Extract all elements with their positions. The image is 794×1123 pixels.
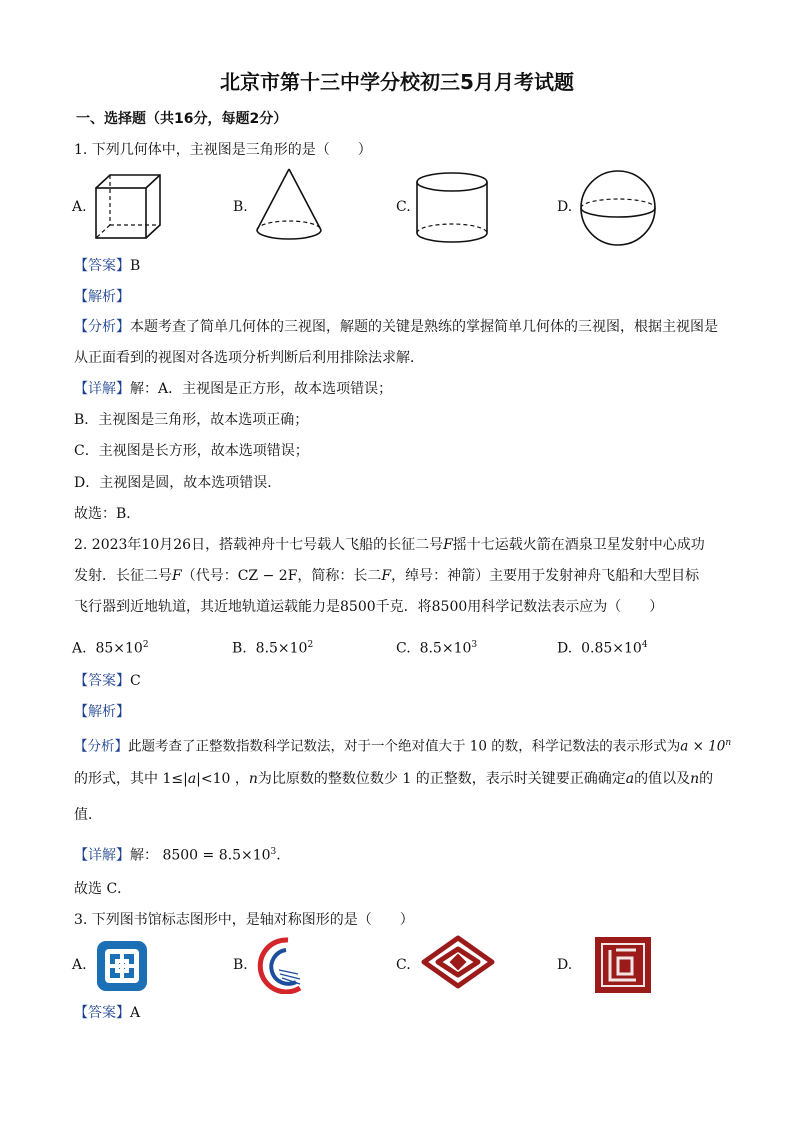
q1-fenxi-line2: 从正面看到的视图对各选项分析判断后利用排除法求解． [74, 350, 424, 366]
q1-option-d: D. [557, 199, 573, 215]
q1-option-a: A. [72, 199, 87, 215]
q3-option-b: B. [233, 957, 248, 973]
q3-stem: 3. 下列图书馆标志图形中，是轴对称图形的是（ ） [74, 912, 414, 928]
q1-line-b: B．主视图是三角形，故本选项正确； [74, 412, 309, 428]
section-heading: 一、选择题（共16分，每题2分） [76, 111, 288, 127]
q1-option-b: B. [233, 199, 248, 215]
q2-fenxi-line3: 值． [74, 807, 102, 823]
q2-stem-line2: 发射．长征二号F（代号：CZ − 2F，简称：长二F，绰号：神箭）主要用于发射神舟飞船和大型目标 [74, 568, 700, 584]
q2-fenxi: 【分析】此题考查了正整数指数科学记数法，对于一个绝对值大于 10 的数，科学记数法的表示形式为$a \times 10^n$ [74, 738, 732, 755]
q2-fenxi-line2: 的形式，其中 1≤|a|<10 ，n为比原数的整数位数少 1 的正整数，表示时关键要正确确定a的值以及n的 [74, 771, 714, 787]
library-logo-b [256, 936, 304, 994]
q1-line-d: D．主视图是圆，故本选项错误． [74, 475, 282, 491]
q2-option-a: A. $85\times 10^2$ [72, 640, 149, 657]
q2-stem-line3: 飞行器到近地轨道，其近地轨道运载能力是8500千克．将8500用科学记数法表示应为（ ） [74, 599, 664, 615]
q2-option-c: C. $8.5\times 10^3$ [396, 640, 478, 657]
q3-option-a: A. [72, 957, 87, 973]
q2-option-d: D. $0.85\times 10^4$ [557, 640, 648, 657]
q1-fenxi: 【分析】本题考查了简单几何体的三视图，解题的关键是熟练的掌握简单几何体的三视图，根据主视图是 [74, 319, 718, 335]
q1-jiexi: 【解析】 [74, 289, 130, 305]
library-logo-d [594, 936, 652, 994]
library-logo-a [96, 938, 148, 994]
library-logo-c [420, 934, 496, 994]
q3-option-c: C. [396, 957, 411, 973]
cylinder-icon [414, 170, 490, 246]
q1-answer: 【答案】B [74, 258, 141, 274]
q1-line-c: C．主视图是长方形，故本选项错误； [74, 443, 309, 459]
sphere-icon [578, 168, 658, 248]
q2-stem-line1: 2. 2023年10月26日，搭载神舟十七号载人飞船的长征二号F摇十七运载火箭在酒泉卫星发射中心成功 [74, 537, 705, 553]
q3-option-d: D. [557, 957, 573, 973]
q2-xiangjie: 【详解】解： $8500 = 8.5\times 10^3$． [74, 847, 291, 864]
q1-option-c: C. [396, 199, 411, 215]
q2-answer: 【答案】C [74, 673, 141, 689]
q2-option-b: B. $8.5\times 10^2$ [232, 640, 314, 657]
q3-answer: 【答案】A [74, 1005, 141, 1021]
q2-conclusion: 故选 C． [74, 881, 132, 897]
q2-jiexi: 【解析】 [74, 704, 130, 720]
q1-conclusion: 故选：B． [74, 506, 141, 522]
cone-icon [254, 166, 324, 244]
cube-icon [92, 172, 164, 242]
q1-xiangjie: 【详解】解：A．主视图是正方形，故本选项错误； [74, 381, 393, 397]
page-title: 北京市第十三中学分校初三5月月考试题 [220, 70, 574, 94]
q1-stem: 1. 下列几何体中，主视图是三角形的是（ ） [74, 142, 372, 158]
